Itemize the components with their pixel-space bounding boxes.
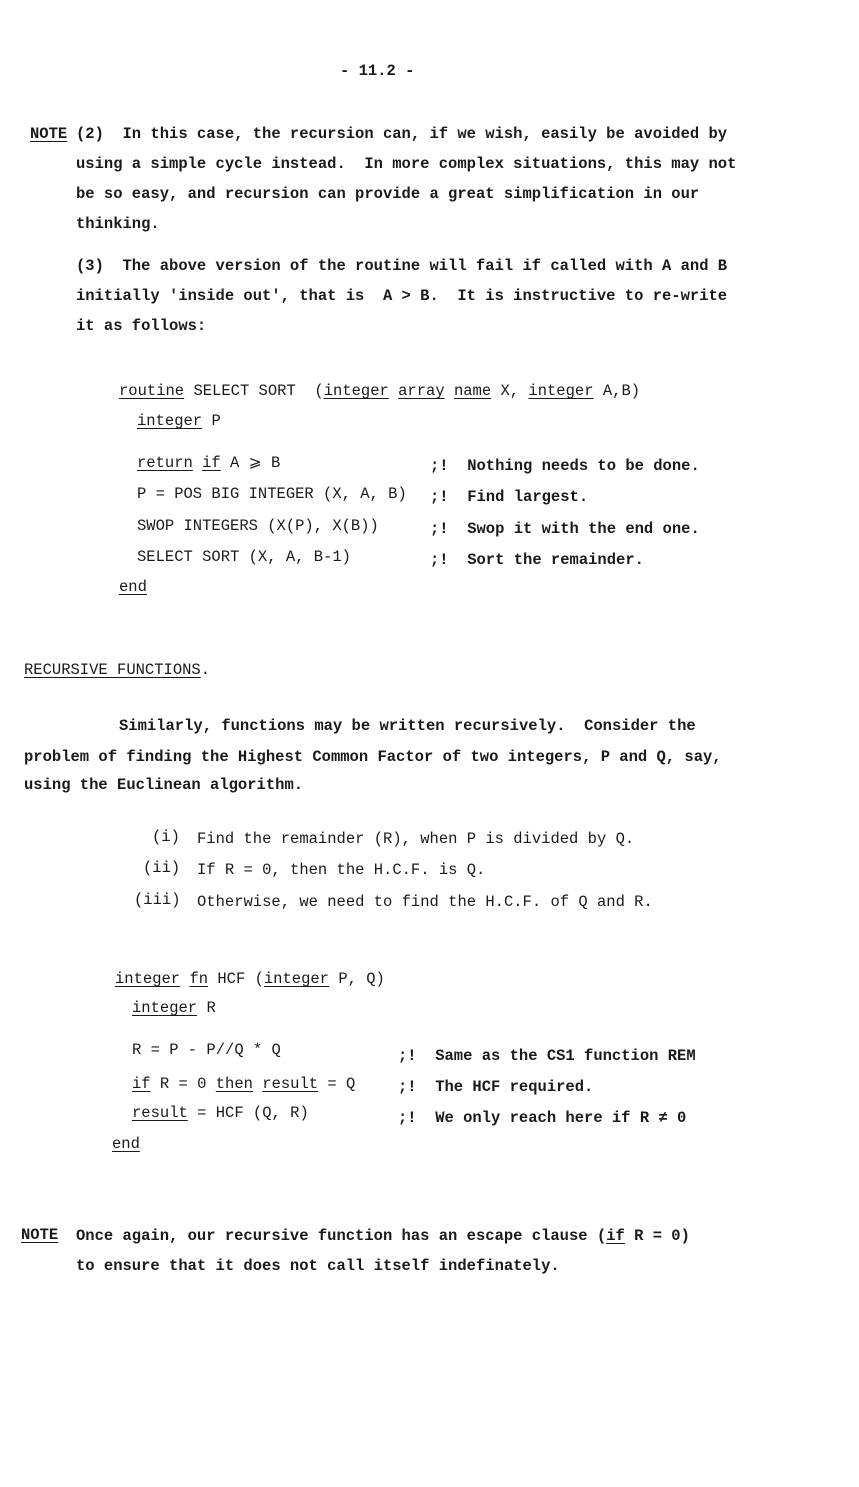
code-line: SWOP INTEGERS (X(P), X(B)) [137,517,379,535]
code-line: SELECT SORT (X, A, B-1) [137,548,351,566]
function-header [115,969,385,989]
text-line: (3) The above version of the routine will fail if called with A and B [76,257,728,275]
code-comment: ;! We only reach here if R ≠ 0 [398,1109,687,1127]
text-line: be so easy, and recursion can provide a great simplification in our [76,185,700,203]
step-text: Otherwise, we need to find the H.C.F. of Q and R. [197,893,653,911]
keyword: routine [119,382,185,400]
code-text: A ⩾ B [230,454,281,472]
keyword: array [398,382,445,400]
code-line [137,453,280,473]
note-text-line [76,1226,690,1246]
keyword: then [215,1075,253,1093]
text-line: thinking. [76,215,160,233]
code-comment: ;! Same as the CS1 function REM [398,1047,696,1065]
code-line: R = P - P//Q * Q [132,1041,281,1059]
code-text: = HCF (Q, R) [197,1104,309,1122]
keyword: integer [115,970,181,988]
keyword: name [453,382,492,400]
code-text: = Q [327,1075,356,1093]
function-name: HCF ( [217,970,264,988]
text-part: R = 0) [624,1227,690,1245]
keyword: return [137,454,193,472]
code-comment: ;! Nothing needs to be done. [430,457,700,475]
code-text: R = 0 [159,1075,207,1093]
heading-text: RECURSIVE FUNCTIONS [24,661,201,679]
text-line: using the Euclinean algorithm. [24,776,304,794]
keyword: if [202,454,221,472]
note-text-line: to ensure that it does not call itself indefinately. [76,1257,560,1275]
keyword: integer [137,412,203,430]
code-comment: ;! Swop it with the end one. [430,520,700,538]
page-number: - 11.2 - [340,62,415,80]
code-line [132,1103,309,1123]
text-line: initially 'inside out', that is A > B. It is instructive to re-write [76,287,728,305]
keyword: if [132,1075,151,1093]
end-keyword: end [119,578,147,596]
note-label: NOTE [30,125,68,143]
keyword: integer [323,382,389,400]
text-line: Similarly, functions may be written recursively. Consider the [119,717,696,735]
heading-punct: . [200,661,211,679]
param: X, [500,382,520,400]
end-keyword: end [112,1135,140,1153]
code-comment: ;! The HCF required. [398,1078,594,1096]
keyword: integer [528,382,594,400]
step-number: (ii) [143,859,181,877]
text-part: Once again, our recursive function has an escape clause ( [76,1227,607,1245]
routine-header [119,381,640,401]
text-line: using a simple cycle instead. In more complex situations, this may not [76,155,737,173]
text-line: it as follows: [76,317,207,335]
code-comment: ;! Sort the remainder. [430,551,644,569]
text-line: (2) In this case, the recursion can, if we wish, easily be avoided by [76,125,728,143]
step-number: (i) [152,828,180,846]
keyword: if [606,1227,625,1245]
code-line [132,1074,355,1094]
variable: R [206,999,216,1017]
section-heading [24,660,210,680]
punct: ( [314,382,324,400]
step-text: Find the remainder (R), when P is divided by Q. [197,830,635,848]
text-line: problem of finding the Highest Common Factor of two integers, P and Q, say, [24,748,722,766]
declaration [137,411,221,431]
keyword: fn [189,970,209,988]
param: A,B) [602,382,641,400]
step-text: If R = 0, then the H.C.F. is Q. [197,861,486,879]
routine-name: SELECT SORT [193,382,296,400]
keyword: result [132,1104,188,1122]
code-line: P = POS BIG INTEGER (X, A, B) [137,485,407,503]
code-comment: ;! Find largest. [430,488,589,506]
step-number: (iii) [134,891,181,909]
keyword: integer [263,970,329,988]
keyword: integer [132,999,198,1017]
variable: P [211,412,221,430]
keyword: result [262,1075,319,1093]
param: P, Q) [338,970,385,988]
note-label: NOTE [21,1226,59,1244]
declaration [132,998,216,1018]
